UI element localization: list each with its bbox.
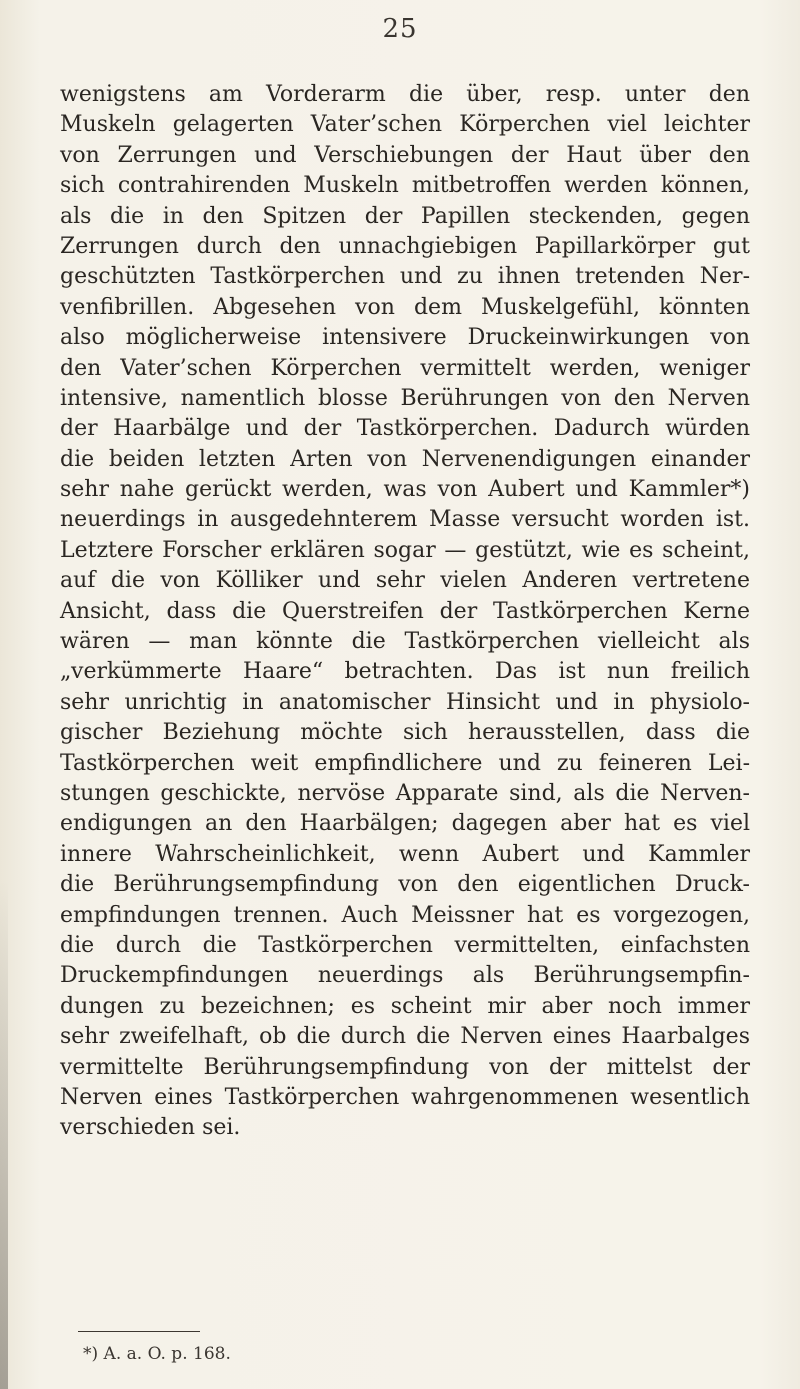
text-line: geschützten Tastkörperchen und zu ihnen tretenden Ner-: [60, 264, 750, 290]
text-line: dungen zu bezeichnen; es scheint mir aber noch immer: [60, 993, 750, 1019]
text-line: auf die von Kölliker und sehr vielen Anderen vertretene: [60, 568, 750, 594]
text-line: die durch die Tastkörperchen vermittelten, einfachsten: [60, 932, 750, 958]
text-line: verschieden sei.: [60, 1115, 241, 1141]
text-line: neuerdings in ausgedehnterem Masse versucht worden ist.: [60, 507, 750, 533]
text-line: sehr nahe gerückt werden, was von Aubert und Kammler*): [60, 477, 750, 503]
text-line: Tastkörperchen weit empfindlichere und zu feineren Lei-: [60, 750, 750, 776]
text-line: gischer Beziehung möchte sich herausstellen, dass die: [60, 720, 750, 746]
text-line: sehr zweifelhaft, ob die durch die Nerven eines Haarbalges: [60, 1024, 750, 1050]
text-line: innere Wahrscheinlichkeit, wenn Aubert und Kammler: [60, 841, 750, 867]
footnote-divider: [78, 1331, 200, 1332]
text-line: sich contrahirenden Muskeln mitbetroffen werden können,: [60, 173, 750, 199]
text-line: endigungen an den Haarbälgen; dagegen aber hat es viel: [60, 811, 750, 837]
text-line: „verkümmerte Haare“ betrachten. Das ist nun freilich: [60, 659, 750, 685]
text-line: empfindungen trennen. Auch Meissner hat es vorgezogen,: [60, 902, 750, 928]
text-line: Muskeln gelagerten Vater’schen Körperchen viel leichter: [60, 112, 750, 138]
footnote: *) A. a. O. p. 168.: [83, 1344, 231, 1364]
text-line: vermittelte Berührungsempfindung von der mittelst der: [60, 1054, 750, 1080]
text-line: Letztere Forscher erklären sogar — gestützt, wie es scheint,: [60, 537, 750, 563]
text-line: also möglicherweise intensivere Druckeinwirkungen von: [60, 325, 750, 351]
page-binding-shadow: [0, 880, 8, 1389]
text-line: von Zerrungen und Verschiebungen der Haut über den: [60, 142, 750, 168]
text-line: Druckempfindungen neuerdings als Berührungsempfin-: [60, 963, 750, 989]
page-number: 25: [382, 14, 418, 44]
text-line: den Vater’schen Körperchen vermittelt werden, weniger: [60, 355, 750, 381]
text-line: die Berührungsempfindung von den eigentlichen Druck-: [60, 872, 750, 898]
body-text: [60, 80, 750, 1144]
text-line: Zerrungen durch den unnachgiebigen Papillarkörper gut: [60, 233, 750, 259]
text-line: stungen geschickte, nervöse Apparate sind, als die Nerven-: [60, 780, 750, 806]
text-line: Nerven eines Tastkörperchen wahrgenommenen wesentlich: [60, 1084, 750, 1110]
text-line: der Haarbälge und der Tastkörperchen. Dadurch würden: [60, 416, 750, 442]
text-line: intensive, namentlich blosse Berührungen von den Nerven: [60, 385, 750, 411]
text-line: Ansicht, dass die Querstreifen der Tastkörperchen Kerne: [60, 598, 750, 624]
text-line: die beiden letzten Arten von Nervenendigungen einander: [60, 446, 750, 472]
text-line: wenigstens am Vorderarm die über, resp. unter den: [60, 82, 750, 107]
text-line: wären — man könnte die Tastkörperchen vielleicht als: [60, 629, 750, 655]
text-line: venfibrillen. Abgesehen von dem Muskelgefühl, könnten: [60, 294, 750, 320]
text-line: als die in den Spitzen der Papillen steckenden, gegen: [60, 203, 750, 229]
text-line: sehr unrichtig in anatomischer Hinsicht und in physiolo-: [60, 689, 750, 715]
